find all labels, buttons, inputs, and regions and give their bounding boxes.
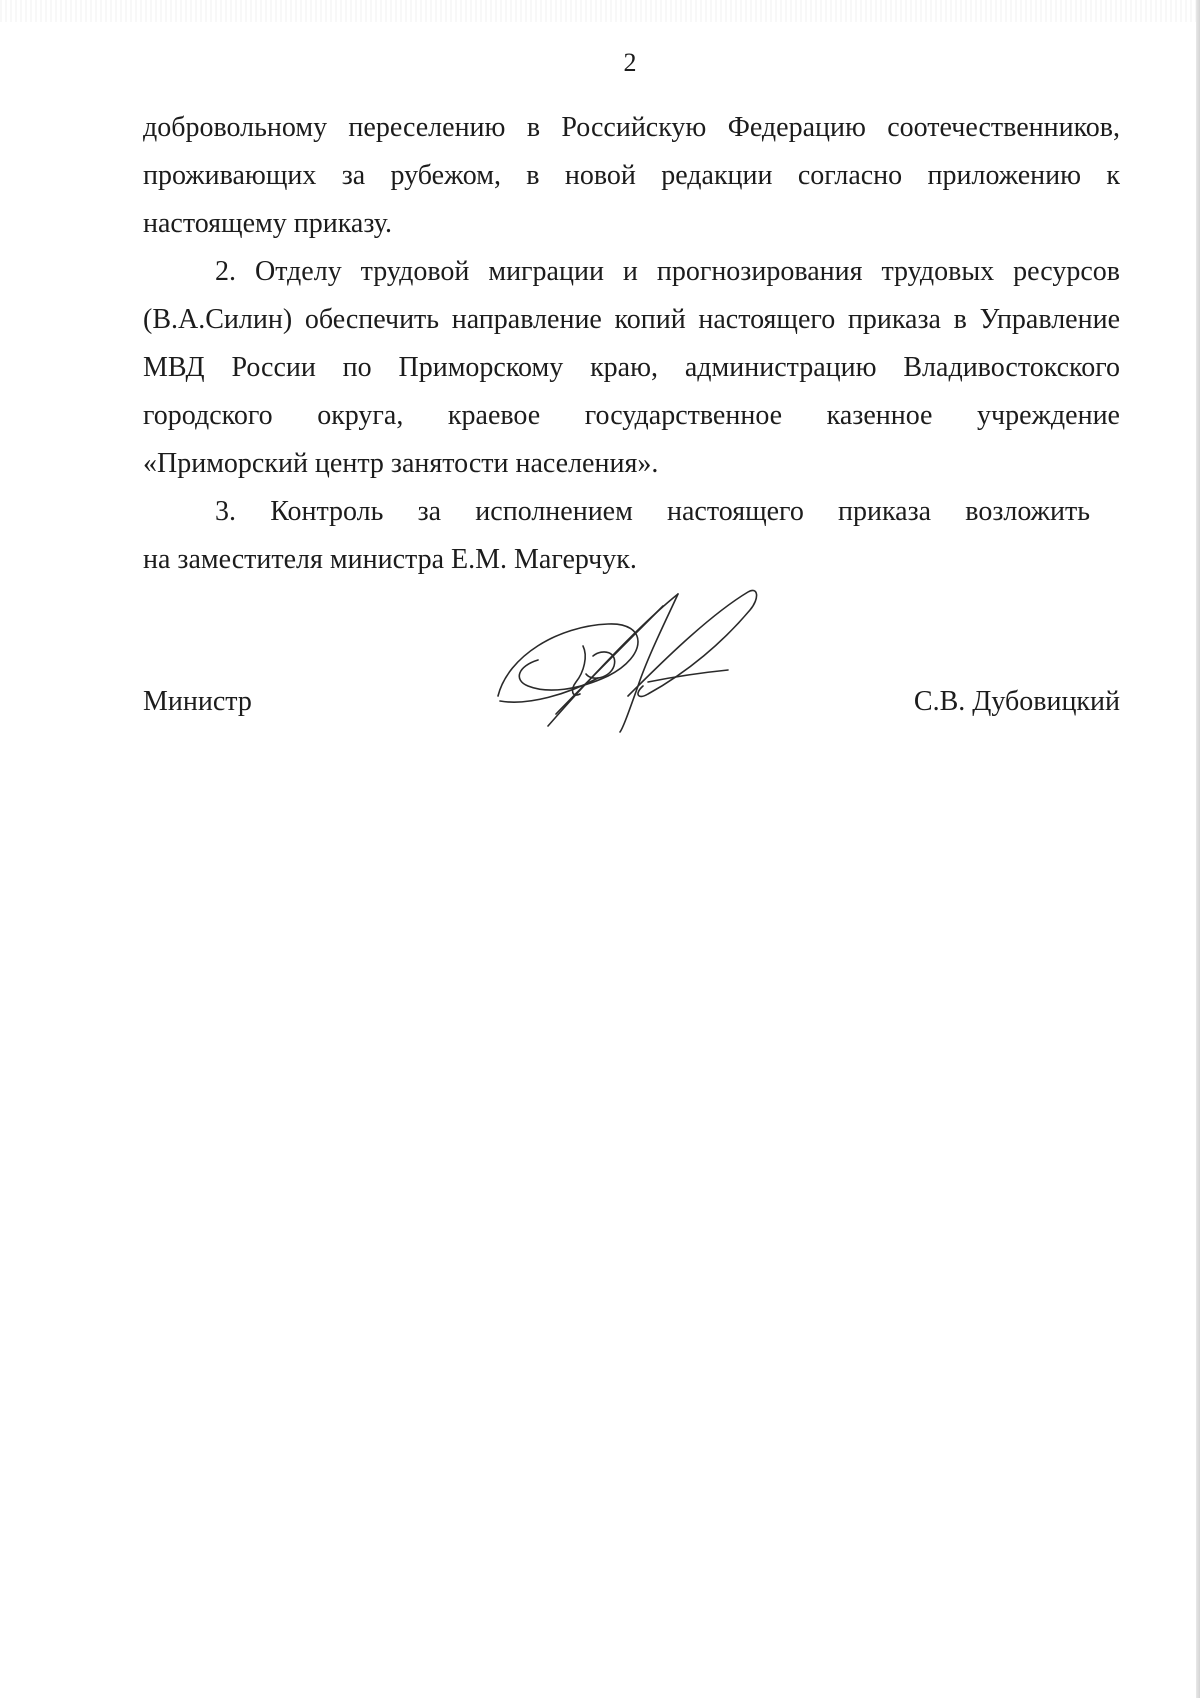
page-number: 2 <box>623 48 637 77</box>
text-line: (В.А.Силин) обеспечить направление копий настоящего приказа в Управление <box>143 304 1120 335</box>
text-line: добровольному переселению в Российскую Федерацию соотечественников, <box>143 112 1120 143</box>
text-line: городского округа, краевое государственное казенное учреждение <box>143 400 1120 431</box>
document-body <box>143 104 1120 584</box>
text-line: 3. Контроль за исполнением настоящего приказа возложить <box>215 496 1090 527</box>
scan-artifact-top <box>0 0 1200 22</box>
paragraph-2 <box>143 248 1120 488</box>
text-line: проживающих за рубежом, в новой редакции согласно приложению к <box>143 160 1120 191</box>
signatory-name: С.В. Дубовицкий <box>913 686 1120 717</box>
paragraph-3 <box>143 488 1120 584</box>
paragraph-1 <box>143 104 1120 248</box>
text-line: на заместителя министра Е.М. Магерчук. <box>143 544 637 575</box>
handwritten-signature <box>488 586 788 736</box>
signatory-title: Министр <box>143 686 252 717</box>
text-line: 2. Отделу трудовой миграции и прогнозирования трудовых ресурсов <box>215 256 1120 287</box>
text-line: МВД России по Приморскому краю, администрацию Владивостокского <box>143 352 1120 383</box>
text-line: «Приморский центр занятости населения». <box>143 448 659 479</box>
scan-artifact-edge <box>1196 0 1200 1698</box>
text-line: настоящему приказу. <box>143 208 393 239</box>
